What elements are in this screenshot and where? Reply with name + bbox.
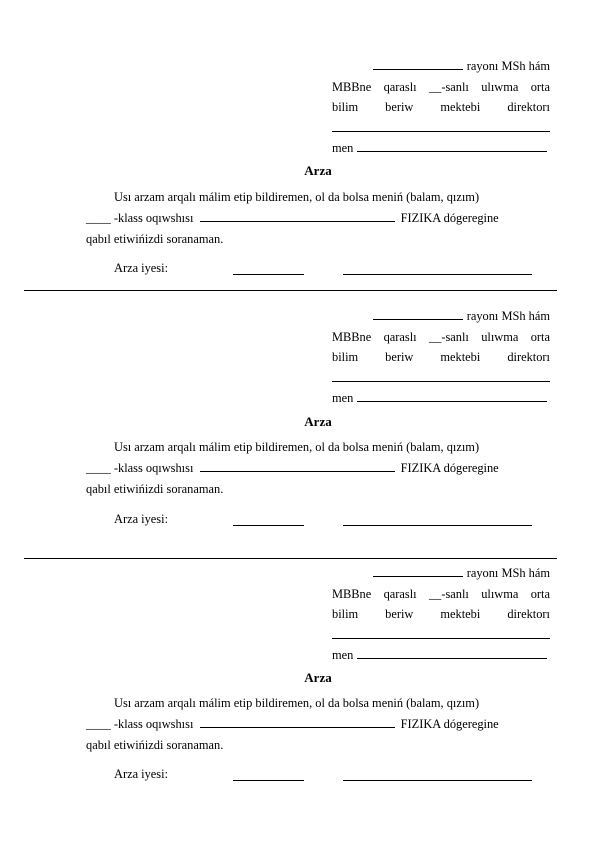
- paragraph-line: ____ -klass oqıwshısı FIZIKA dógeregine: [86, 208, 526, 229]
- addressee-word: bilim: [332, 607, 359, 621]
- addressee-from: men: [332, 141, 354, 155]
- paragraph-line: qabıl etiwińizdi soranaman.: [86, 738, 224, 752]
- cut-divider: [24, 290, 557, 291]
- addressee-word: mektebi: [440, 350, 481, 364]
- addressee-block: [332, 306, 550, 409]
- signature-blank: [233, 780, 304, 781]
- addressee-word: bilim: [332, 100, 359, 114]
- student-name-blank: [200, 714, 395, 728]
- addressee-line1: rayonı MSh hám: [466, 59, 550, 73]
- director-name-blank: [332, 625, 550, 639]
- application-paragraph: [86, 693, 526, 756]
- addressee-word: ulıwma: [481, 79, 519, 94]
- addressee-word: orta: [530, 79, 550, 94]
- signature-label: Arza iyesi:: [114, 767, 169, 781]
- addressee-word: __-sanlı: [428, 586, 469, 601]
- addressee-word: mektebi: [440, 100, 481, 114]
- addressee-line1: rayonı MSh hám: [466, 566, 550, 580]
- applicant-fullname-blank: [343, 274, 532, 275]
- addressee-block: [332, 56, 550, 159]
- addressee-word: qaraslı: [383, 586, 417, 601]
- paragraph-line: Usı arzam arqalı málim etip bildiremen, ol da bolsa meniń (balam, qızım): [114, 696, 480, 710]
- signature-blank: [233, 525, 304, 526]
- form-title: Arza: [304, 670, 332, 685]
- applicant-name-blank: [357, 138, 547, 152]
- addressee-word: direktorı: [507, 607, 550, 621]
- addressee-from: men: [332, 391, 354, 405]
- paragraph-line: qabıl etiwińizdi soranaman.: [86, 232, 224, 246]
- signature-label: Arza iyesi:: [114, 512, 169, 526]
- addressee-word: beriw: [385, 350, 414, 364]
- applicant-name-blank: [357, 388, 547, 402]
- addressee-word: ulıwma: [481, 586, 519, 601]
- addressee-word: MBBne: [332, 329, 372, 344]
- signature-label: Arza iyesi:: [114, 261, 169, 275]
- signature-row: [114, 512, 544, 532]
- addressee-word: beriw: [385, 607, 414, 621]
- form-title: Arza: [304, 414, 332, 429]
- addressee-block: [332, 563, 550, 666]
- addressee-word: direktorı: [507, 350, 550, 364]
- student-name-blank: [200, 208, 395, 222]
- director-name-blank: [332, 118, 550, 132]
- addressee-word: qaraslı: [383, 79, 417, 94]
- signature-row: [114, 767, 544, 787]
- district-blank: [373, 56, 463, 70]
- form-title: Arza: [304, 163, 332, 178]
- paragraph-line: ____ -klass oqıwshısı FIZIKA dógeregine: [86, 458, 526, 479]
- addressee-word: __-sanlı: [428, 329, 469, 344]
- paragraph-line: ____ -klass oqıwshısı FIZIKA dógeregine: [86, 714, 526, 735]
- addressee-from: men: [332, 648, 354, 662]
- director-name-blank: [332, 368, 550, 382]
- student-name-blank: [200, 458, 395, 472]
- paragraph-line: qabıl etiwińizdi soranaman.: [86, 482, 224, 496]
- applicant-name-blank: [357, 645, 547, 659]
- applicant-fullname-blank: [343, 525, 532, 526]
- addressee-word: qaraslı: [383, 329, 417, 344]
- addressee-word: mektebi: [440, 607, 481, 621]
- applicant-fullname-blank: [343, 780, 532, 781]
- addressee-word: MBBne: [332, 586, 372, 601]
- addressee-word: __-sanlı: [428, 79, 469, 94]
- addressee-word: beriw: [385, 100, 414, 114]
- district-blank: [373, 563, 463, 577]
- addressee-word: bilim: [332, 350, 359, 364]
- signature-row: [114, 261, 544, 281]
- addressee-word: orta: [530, 586, 550, 601]
- application-paragraph: [86, 437, 526, 500]
- signature-blank: [233, 274, 304, 275]
- paragraph-line: Usı arzam arqalı málim etip bildiremen, ol da bolsa meniń (balam, qızım): [114, 190, 480, 204]
- addressee-word: MBBne: [332, 79, 372, 94]
- addressee-word: direktorı: [507, 100, 550, 114]
- addressee-word: ulıwma: [481, 329, 519, 344]
- addressee-line1: rayonı MSh hám: [466, 309, 550, 323]
- paragraph-line: Usı arzam arqalı málim etip bildiremen, ol da bolsa meniń (balam, qızım): [114, 440, 480, 454]
- addressee-word: orta: [530, 329, 550, 344]
- district-blank: [373, 306, 463, 320]
- application-paragraph: [86, 187, 526, 250]
- cut-divider: [24, 558, 557, 559]
